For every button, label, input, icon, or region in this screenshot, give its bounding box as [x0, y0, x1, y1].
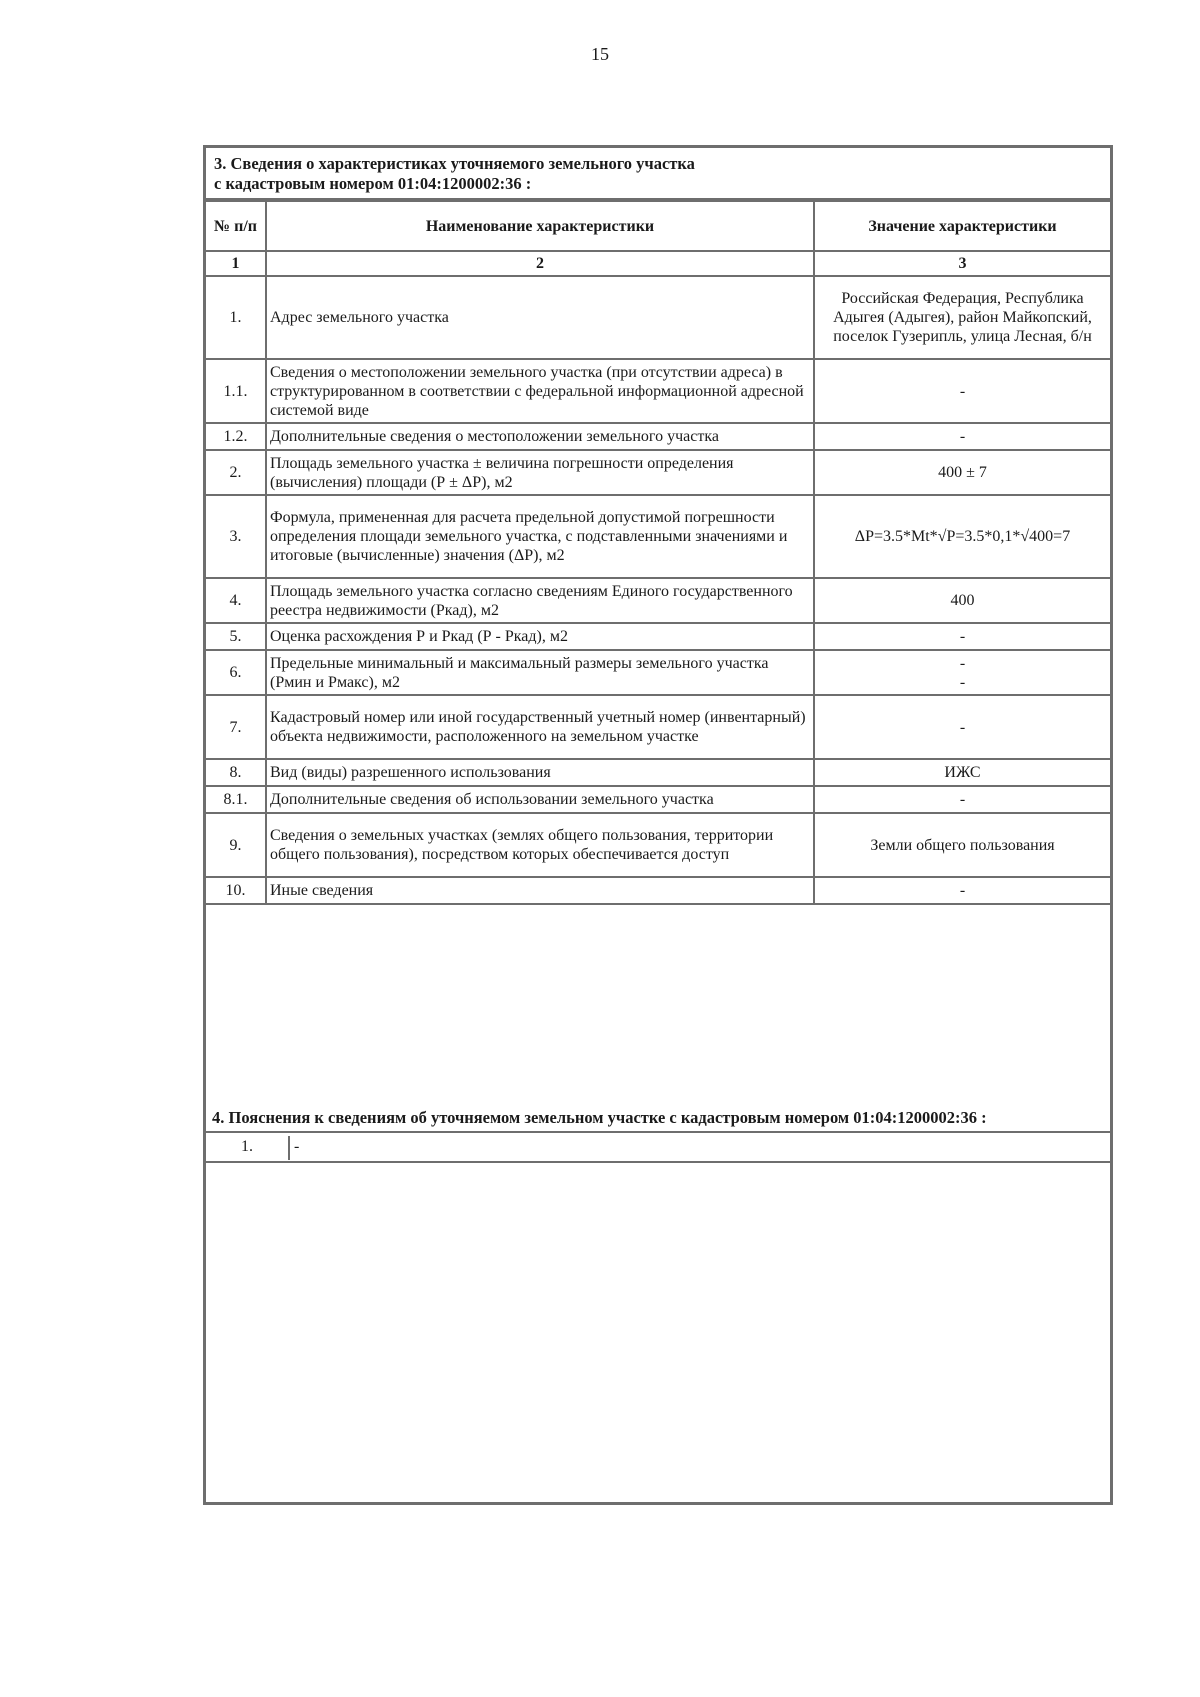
row-num: 2.: [206, 450, 266, 495]
row-value: ΔР=3.5*Mt*√Р=3.5*0,1*√400=7: [814, 495, 1110, 578]
table-row: [206, 423, 1110, 450]
column-number-1: 1: [206, 251, 266, 276]
row-num: 10.: [206, 877, 266, 904]
page-number: 15: [591, 44, 609, 64]
table-row: [206, 877, 1110, 904]
table-row: [206, 359, 1110, 423]
row-value: 400 ± 7: [814, 450, 1110, 495]
row-value: -: [814, 877, 1110, 904]
row-value: - -: [814, 650, 1110, 695]
row-num: 9.: [206, 813, 266, 877]
row-name: Площадь земельного участка согласно сведениям Единого государственного реестра недвижимости (Ркад), м2: [266, 578, 814, 623]
row-value: Земли общего пользования: [814, 813, 1110, 877]
table-row: [206, 813, 1110, 877]
table-row: [206, 695, 1110, 759]
table-row: [206, 759, 1110, 786]
row-num: 7.: [206, 695, 266, 759]
row-num: 8.1.: [206, 786, 266, 813]
row-name: Дополнительные сведения об использовании земельного участка: [266, 786, 814, 813]
row-value: -: [814, 359, 1110, 423]
table-header-row: [206, 201, 1110, 251]
characteristics-table: [206, 200, 1110, 905]
row-value: ИЖС: [814, 759, 1110, 786]
column-number-2: 2: [266, 251, 814, 276]
section-3-title-line1: 3. Сведения о характеристиках уточняемого земельного участка: [214, 154, 695, 173]
table-row: [206, 578, 1110, 623]
header-num: № п/п: [206, 201, 266, 251]
section-4-title: 4. Пояснения к сведениям об уточняемом земельном участке с кадастровым номером 01:04:1200002:36 :: [206, 1103, 1110, 1133]
row-name: Адрес земельного участка: [266, 276, 814, 359]
row-value: Российская Федерация, Республика Адыгея (Адыгея), район Майкопский, поселок Гузерипль, улица Лесная, б/н: [814, 276, 1110, 359]
column-number-row: [206, 251, 1110, 276]
section-4-row-text: -: [294, 1138, 300, 1155]
row-name: Кадастровый номер или иной государственный учетный номер (инвентарный) объекта недвижимости, расположенного на земельном участке: [266, 695, 814, 759]
row-name: Оценка расхождения Р и Ркад (Р - Ркад), м2: [266, 623, 814, 650]
row-value: 400: [814, 578, 1110, 623]
table-row: [206, 495, 1110, 578]
row-num: 3.: [206, 495, 266, 578]
section-4-row-num: 1.: [241, 1138, 253, 1155]
document-frame: [203, 145, 1113, 1505]
table-row: [206, 786, 1110, 813]
row-name: Сведения о земельных участках (землях общего пользования, территории общего пользования), посредством которых обеспечивается доступ: [266, 813, 814, 877]
row-name: Иные сведения: [266, 877, 814, 904]
section-4-row-divider: [288, 1136, 290, 1160]
table-row: [206, 650, 1110, 695]
row-num: 5.: [206, 623, 266, 650]
table-row: [206, 623, 1110, 650]
row-num: 4.: [206, 578, 266, 623]
section-3-title-line2: с кадастровым номером 01:04:1200002:36 :: [214, 174, 532, 193]
row-name: Сведения о местоположении земельного участка (при отсутствии адреса) в структурированном в соответствии с федеральной информационной адресной системой виде: [266, 359, 814, 423]
row-value: -: [814, 423, 1110, 450]
header-value: Значение характеристики: [814, 201, 1110, 251]
section-4-row: [206, 1133, 1110, 1163]
row-name: Дополнительные сведения о местоположении земельного участка: [266, 423, 814, 450]
table-row: [206, 276, 1110, 359]
row-num: 1.1.: [206, 359, 266, 423]
row-name: Площадь земельного участка ± величина погрешности определения (вычисления) площади (Р ± ΔР), м2: [266, 450, 814, 495]
row-num: 8.: [206, 759, 266, 786]
column-number-3: 3: [814, 251, 1110, 276]
section-3-title: [206, 148, 1110, 200]
row-name: Вид (виды) разрешенного использования: [266, 759, 814, 786]
row-value: -: [814, 623, 1110, 650]
row-value: -: [814, 786, 1110, 813]
row-num: 1.: [206, 276, 266, 359]
table-row: [206, 450, 1110, 495]
row-num: 1.2.: [206, 423, 266, 450]
row-value: -: [814, 695, 1110, 759]
row-num: 6.: [206, 650, 266, 695]
header-name: Наименование характеристики: [266, 201, 814, 251]
row-name: Предельные минимальный и максимальный размеры земельного участка (Рмин и Рмакс), м2: [266, 650, 814, 695]
row-name: Формула, примененная для расчета предельной допустимой погрешности определения площади земельного участка, с подставленными значениями и итоговые (вычисленные) значения (ΔР), м2: [266, 495, 814, 578]
